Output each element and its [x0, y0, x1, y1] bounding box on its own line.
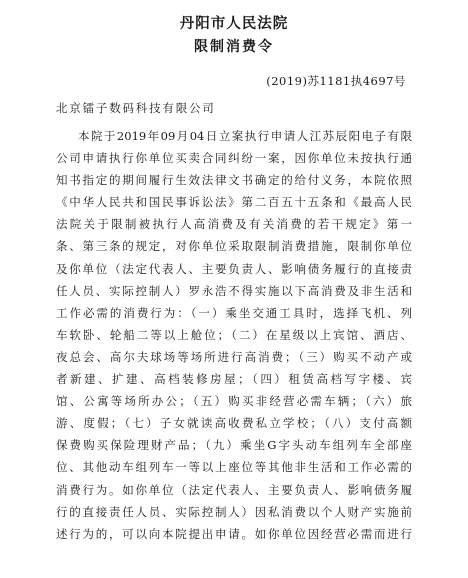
- body-text: [56, 125, 412, 545]
- court-name: 丹阳市人民法院: [179, 16, 289, 32]
- body-line: 馆、公寓等场所办公；（五）购买非经营必需车辆；（六）旅: [56, 394, 412, 409]
- body-line: 述行为的，可以向本院提出申请。如你单位因经营必需而进行: [56, 526, 412, 541]
- body-line: 车软卧、轮船二等以上舱位；（二）在星级以上宾馆、酒店、: [56, 327, 412, 342]
- body-line: 保费购买保险理财产品；（九）乘坐G字头动车组列车全部座: [56, 438, 412, 453]
- body-line: 知书指定的期间履行生效法律文书确定的给付义务，本院依照: [56, 173, 412, 188]
- body-line: 消费行为。如你单位（法定代表人、主要负责人、影响债务履: [56, 482, 412, 497]
- body-line: 夜总会、高尔夫球场等场所进行高消费；（三）购买不动产或: [56, 349, 412, 364]
- document-title: 限制消费令: [194, 39, 274, 55]
- body-line: 《中华人民共和国民事诉讼法》第二百五十五条和《最高人民: [56, 195, 412, 210]
- body-line: 公司申请执行你单位买卖合同纠纷一案，因你单位未按执行通: [56, 151, 412, 166]
- case-number: (2019)苏1181执4697号: [266, 74, 406, 88]
- body-line: 条、第三条的规定，对你单位采取限制消费措施，限制你单位: [56, 239, 412, 254]
- addressee: 北京镭子数码科技有限公司: [56, 101, 216, 115]
- body-line: 任人员、实际控制人）罗永浩不得实施以下高消费及非生活和: [56, 283, 412, 298]
- body-line: 者新建、扩建、高档装修房屋；（四）租赁高档写字楼、宾: [56, 372, 412, 387]
- body-line: 本院于2019年09月04日立案执行申请人江苏辰阳电子有限: [78, 129, 412, 143]
- body-line: 游、度假；（七）子女就读高收费私立学校；（八）支付高额: [56, 416, 412, 431]
- body-line: 及你单位（法定代表人、主要负责人、影响债务履行的直接责: [56, 261, 412, 276]
- body-line: 行的直接责任人员、实际控制人）因私消费以个人财产实施前: [56, 504, 412, 519]
- body-line: 法院关于限制被执行人高消费及有关消费的若干规定》第一: [56, 217, 412, 232]
- body-line: 工作必需的消费行为：（一）乘坐交通工具时，选择飞机、列: [56, 305, 412, 320]
- body-line: 位、其他动车组列车一等以上座位等其他非生活和工作必需的: [56, 460, 412, 475]
